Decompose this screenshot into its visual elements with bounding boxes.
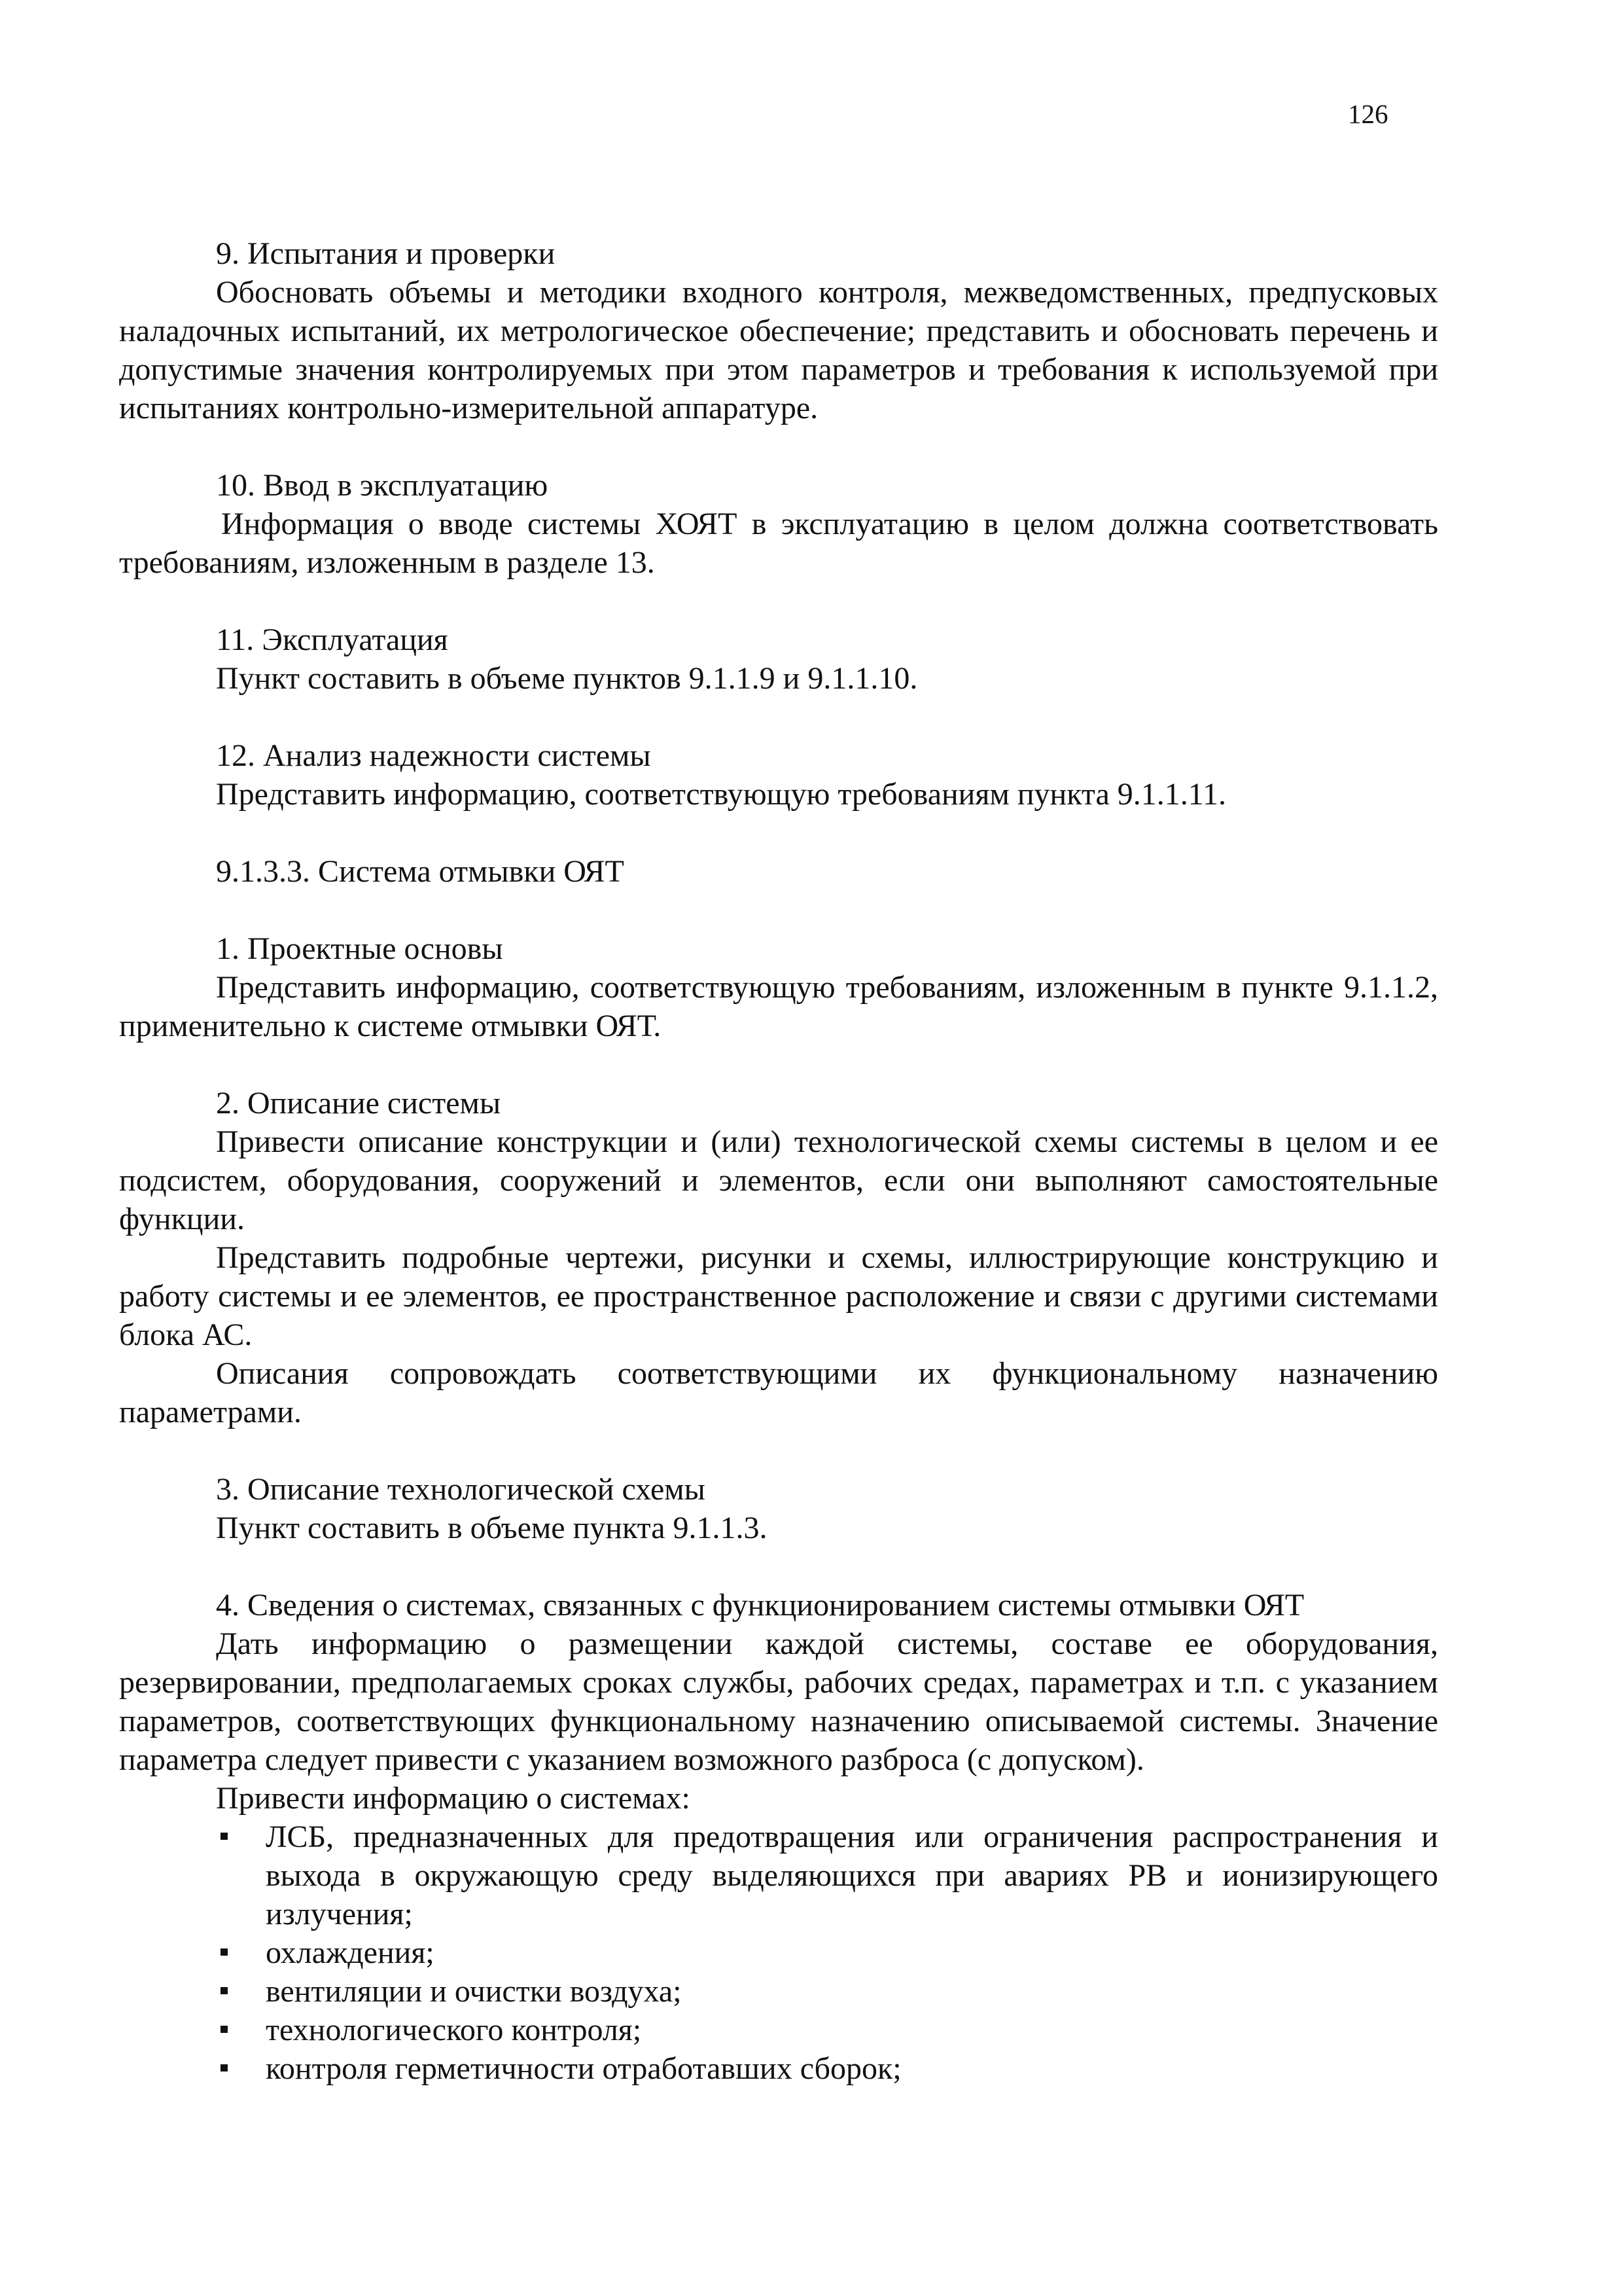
square-bullet-icon xyxy=(221,1948,228,1956)
section-heading: 4. Сведения о системах, связанных с функционированием системы отмывки ОЯТ xyxy=(216,1588,1305,1623)
section-heading: 9. Испытания и проверки xyxy=(216,236,556,271)
list-item-text: контроля герметичности отработавших сборок; xyxy=(266,2051,902,2086)
section-heading: 10. Ввод в эксплуатацию xyxy=(216,468,548,503)
section-paragraph: Обосновать объемы и методики входного контроля, межведомственных, предпусковых наладочных испытаний, их метрологическое обеспечение; представить и обосновать перечень и допустимые значения контролируемых при этом параметров и требования к используемой при испытаниях контрольно-измерительной аппаратуре. xyxy=(119,275,1438,425)
section-2-system-description xyxy=(119,1084,1438,1431)
section-9-1-3-3-washing-system xyxy=(119,852,1438,891)
list-item-text: охлаждения; xyxy=(266,1935,434,1970)
section-11-operation xyxy=(119,620,1438,698)
list-item-text: вентиляции и очистки воздуха; xyxy=(266,1974,682,2009)
section-12-reliability xyxy=(119,736,1438,814)
section-heading: 3. Описание технологической схемы xyxy=(216,1472,705,1507)
section-9-tests xyxy=(119,234,1438,427)
section-4-related-systems xyxy=(119,1586,1438,2088)
section-10-commissioning xyxy=(119,466,1438,582)
list-item xyxy=(266,1818,1438,1933)
list-item-text: ЛСБ, предназначенных для предотвращения или ограничения распространения и выхода в окружающую среду выделяющихся при авариях РВ и ионизирующего излучения; xyxy=(266,1820,1438,1931)
section-paragraph: Дать информацию о размещении каждой системы, составе ее оборудования, резервировании, предполагаемых сроках службы, рабочих средах, параметрах и т.п. с указанием параметров, соответствующих функциональному назначению описываемой системы. Значение параметра следует привести с указанием возможного разброса (с допуском). xyxy=(119,1626,1438,1777)
list-item xyxy=(266,2049,1438,2088)
section-paragraph: Представить информацию, соответствующую требованиям пункта 9.1.1.11. xyxy=(216,777,1226,812)
section-paragraph: Пункт составить в объеме пункта 9.1.1.3. xyxy=(216,1511,768,1545)
section-heading: 1. Проектные основы xyxy=(216,931,503,966)
systems-bullet-list xyxy=(119,1818,1438,2088)
section-paragraph: Пункт составить в объеме пунктов 9.1.1.9 и 9.1.1.10. xyxy=(216,661,918,696)
section-paragraph: Описания сопровождать соответствующими их функциональному назначению параметрами. xyxy=(119,1356,1438,1429)
section-paragraph: Привести информацию о системах: xyxy=(216,1781,690,1816)
subsection-title: 9.1.3.3. Система отмывки ОЯТ xyxy=(216,854,624,889)
square-bullet-icon xyxy=(221,2026,228,2033)
section-heading: 12. Анализ надежности системы xyxy=(216,738,651,773)
document-body xyxy=(119,234,1438,2126)
section-paragraph: Представить информацию, соответствующую требованиям, изложенным в пункте 9.1.1.2, применительно к системе отмывки ОЯТ. xyxy=(119,970,1438,1043)
section-1-design-basis xyxy=(119,929,1438,1045)
section-heading: 11. Эксплуатация xyxy=(216,622,448,657)
section-paragraph: Привести описание конструкции и (или) технологической схемы системы в целом и ее подсистем, оборудования, сооружений и элементов, если они выполняют самостоятельные функции. xyxy=(119,1124,1438,1236)
list-item xyxy=(266,1972,1438,2011)
section-paragraph: Информация о вводе системы ХОЯТ в эксплуатацию в целом должна соответствовать требованиям, изложенным в разделе 13. xyxy=(119,507,1438,580)
section-3-process-scheme xyxy=(119,1470,1438,1547)
square-bullet-icon xyxy=(221,2064,228,2072)
page-number: 126 xyxy=(1348,99,1388,129)
square-bullet-icon xyxy=(221,1833,228,1840)
list-item-text: технологического контроля; xyxy=(266,2013,642,2047)
list-item xyxy=(266,1933,1438,1972)
section-paragraph: Представить подробные чертежи, рисунки и схемы, иллюстрирующие конструкцию и работу системы и ее элементов, ее пространственное расположение и связи с другими системами блока АС. xyxy=(119,1240,1438,1352)
section-heading: 2. Описание системы xyxy=(216,1086,501,1121)
list-item xyxy=(266,2011,1438,2049)
square-bullet-icon xyxy=(221,1987,228,1994)
